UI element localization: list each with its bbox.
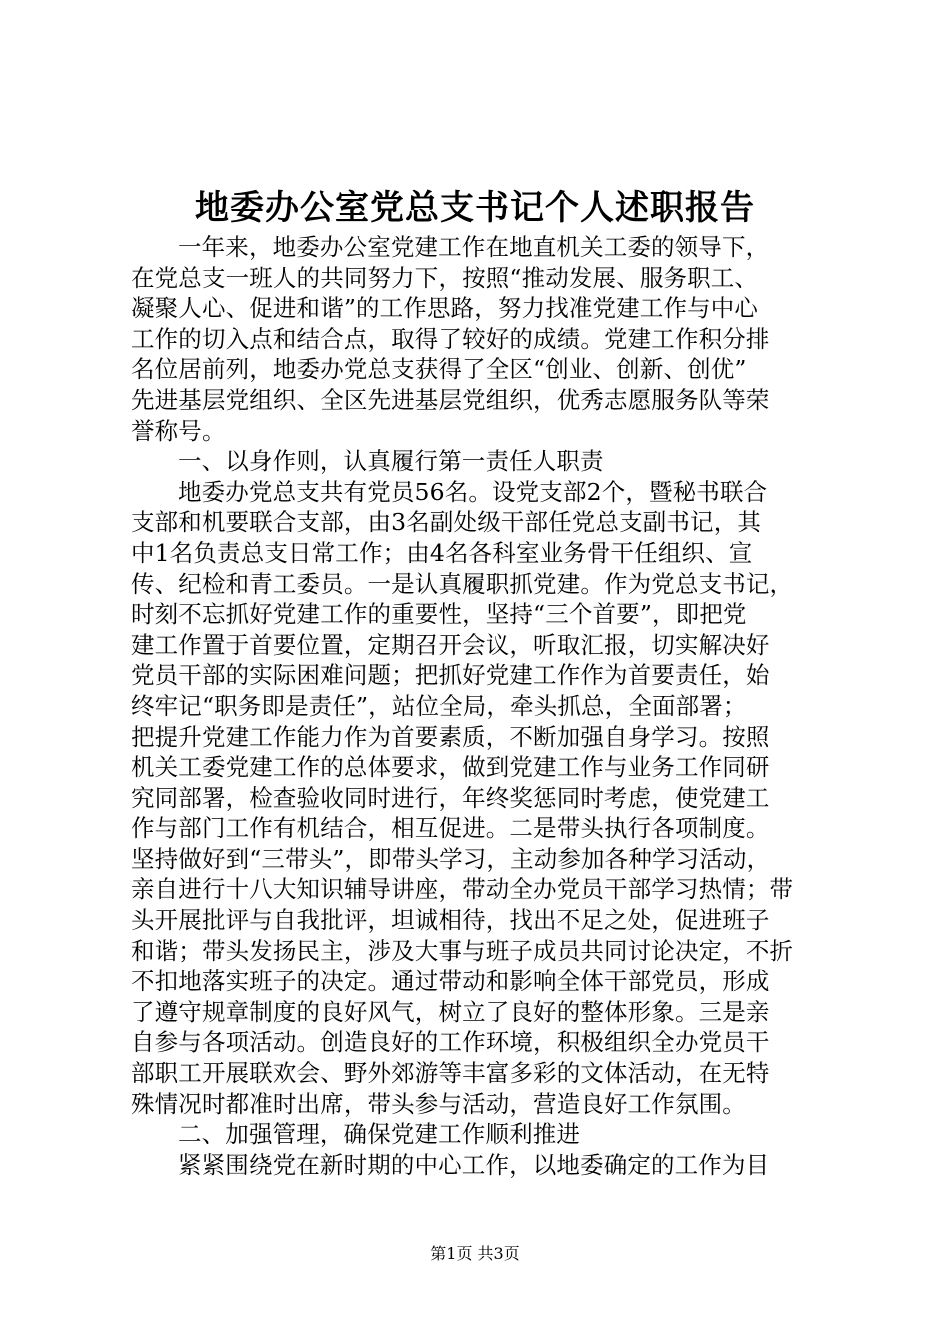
paragraph-line: 自参与各项活动。创造良好的工作环境，积极组织全办党员干 — [131, 1028, 770, 1057]
paragraph-line: 部职工开展联欢会、野外郊游等丰富多彩的文体活动，在无特 — [131, 1059, 770, 1088]
paragraph-line: 中1名负责总支日常工作；由4名各科室业务骨干任组织、宣 — [131, 538, 753, 567]
paragraph-line: 把提升党建工作能力作为首要素质，不断加强自身学习。按照 — [131, 722, 770, 751]
paragraph-line: 时刻不忘抓好党建工作的重要性，坚持“三个首要”，即把党 — [131, 600, 747, 629]
paragraph-line: 坚持做好到“三带头”，即带头学习，主动参加各种学习活动， — [131, 844, 771, 873]
paragraph-line: 机关工委党建工作的总体要求，做到党建工作与业务工作同研 — [131, 753, 770, 782]
paragraph-line: 作与部门工作有机结合，相互促进。二是带头执行各项制度。 — [131, 814, 770, 843]
document-body — [131, 232, 831, 1180]
section-heading: 一、以身作则，认真履行第一责任人职责 — [178, 447, 604, 476]
paragraph-line: 亲自进行十八大知识辅导讲座，带动全办党员干部学习热情；带 — [131, 875, 794, 904]
paragraph-line: 凝聚人心、促进和谐”的工作思路，努力找准党建工作与中心 — [131, 294, 759, 323]
paragraph-line: 地委办党总支共有党员56名。设党支部2个，暨秘书联合 — [178, 477, 768, 506]
page-footer: 第1页 共3页 — [430, 1244, 520, 1263]
paragraph-line: 了遵守规章制度的良好风气，树立了良好的整体形象。三是亲 — [131, 997, 770, 1026]
paragraph-line: 紧紧围绕党在新时期的中心工作，以地委确定的工作为目 — [178, 1150, 770, 1179]
document-title: 地委办公室党总支书记个人述职报告 — [195, 188, 755, 228]
paragraph-line: 誉称号。 — [131, 416, 226, 445]
paragraph-line: 和谐；带头发扬民主，涉及大事与班子成员共同讨论决定，不折 — [131, 936, 794, 965]
paragraph-line: 头开展批评与自我批评，坦诚相待，找出不足之处，促进班子 — [131, 906, 770, 935]
section-heading: 二、加强管理，确保党建工作顺利推进 — [178, 1120, 581, 1149]
paragraph-line: 名位居前列，地委办党总支获得了全区“创业、创新、创优” — [131, 355, 747, 384]
paragraph-line: 究同部署，检查验收同时进行，年终奖惩同时考虑，使党建工 — [131, 783, 770, 812]
paragraph-line: 不扣地落实班子的决定。通过带动和影响全体干部党员，形成 — [131, 967, 770, 996]
paragraph-line: 一年来，地委办公室党建工作在地直机关工委的领导下， — [178, 233, 770, 261]
paragraph-line: 工作的切入点和结合点，取得了较好的成绩。党建工作积分排 — [131, 324, 770, 353]
paragraph-line: 先进基层党组织、全区先进基层党组织，优秀志愿服务队等荣 — [131, 385, 770, 414]
paragraph-line: 终牢记“职务即是责任”，站位全局，牵头抓总，全面部署； — [131, 691, 747, 720]
paragraph-line: 传、纪检和青工委员。一是认真履职抓党建。作为党总支书记， — [131, 569, 794, 598]
paragraph-line: 殊情况时都准时出席，带头参与活动，营造良好工作氛围。 — [131, 1089, 746, 1118]
paragraph-line: 支部和机要联合支部，由3名副处级干部任党总支副书记，其 — [131, 508, 762, 537]
paragraph-line: 在党总支一班人的共同努力下，按照“推动发展、服务职工、 — [131, 263, 759, 292]
paragraph-line: 建工作置于首要位置，定期召开会议，听取汇报，切实解决好 — [131, 630, 770, 659]
paragraph-line: 党员干部的实际困难问题；把抓好党建工作作为首要责任，始 — [131, 661, 770, 690]
